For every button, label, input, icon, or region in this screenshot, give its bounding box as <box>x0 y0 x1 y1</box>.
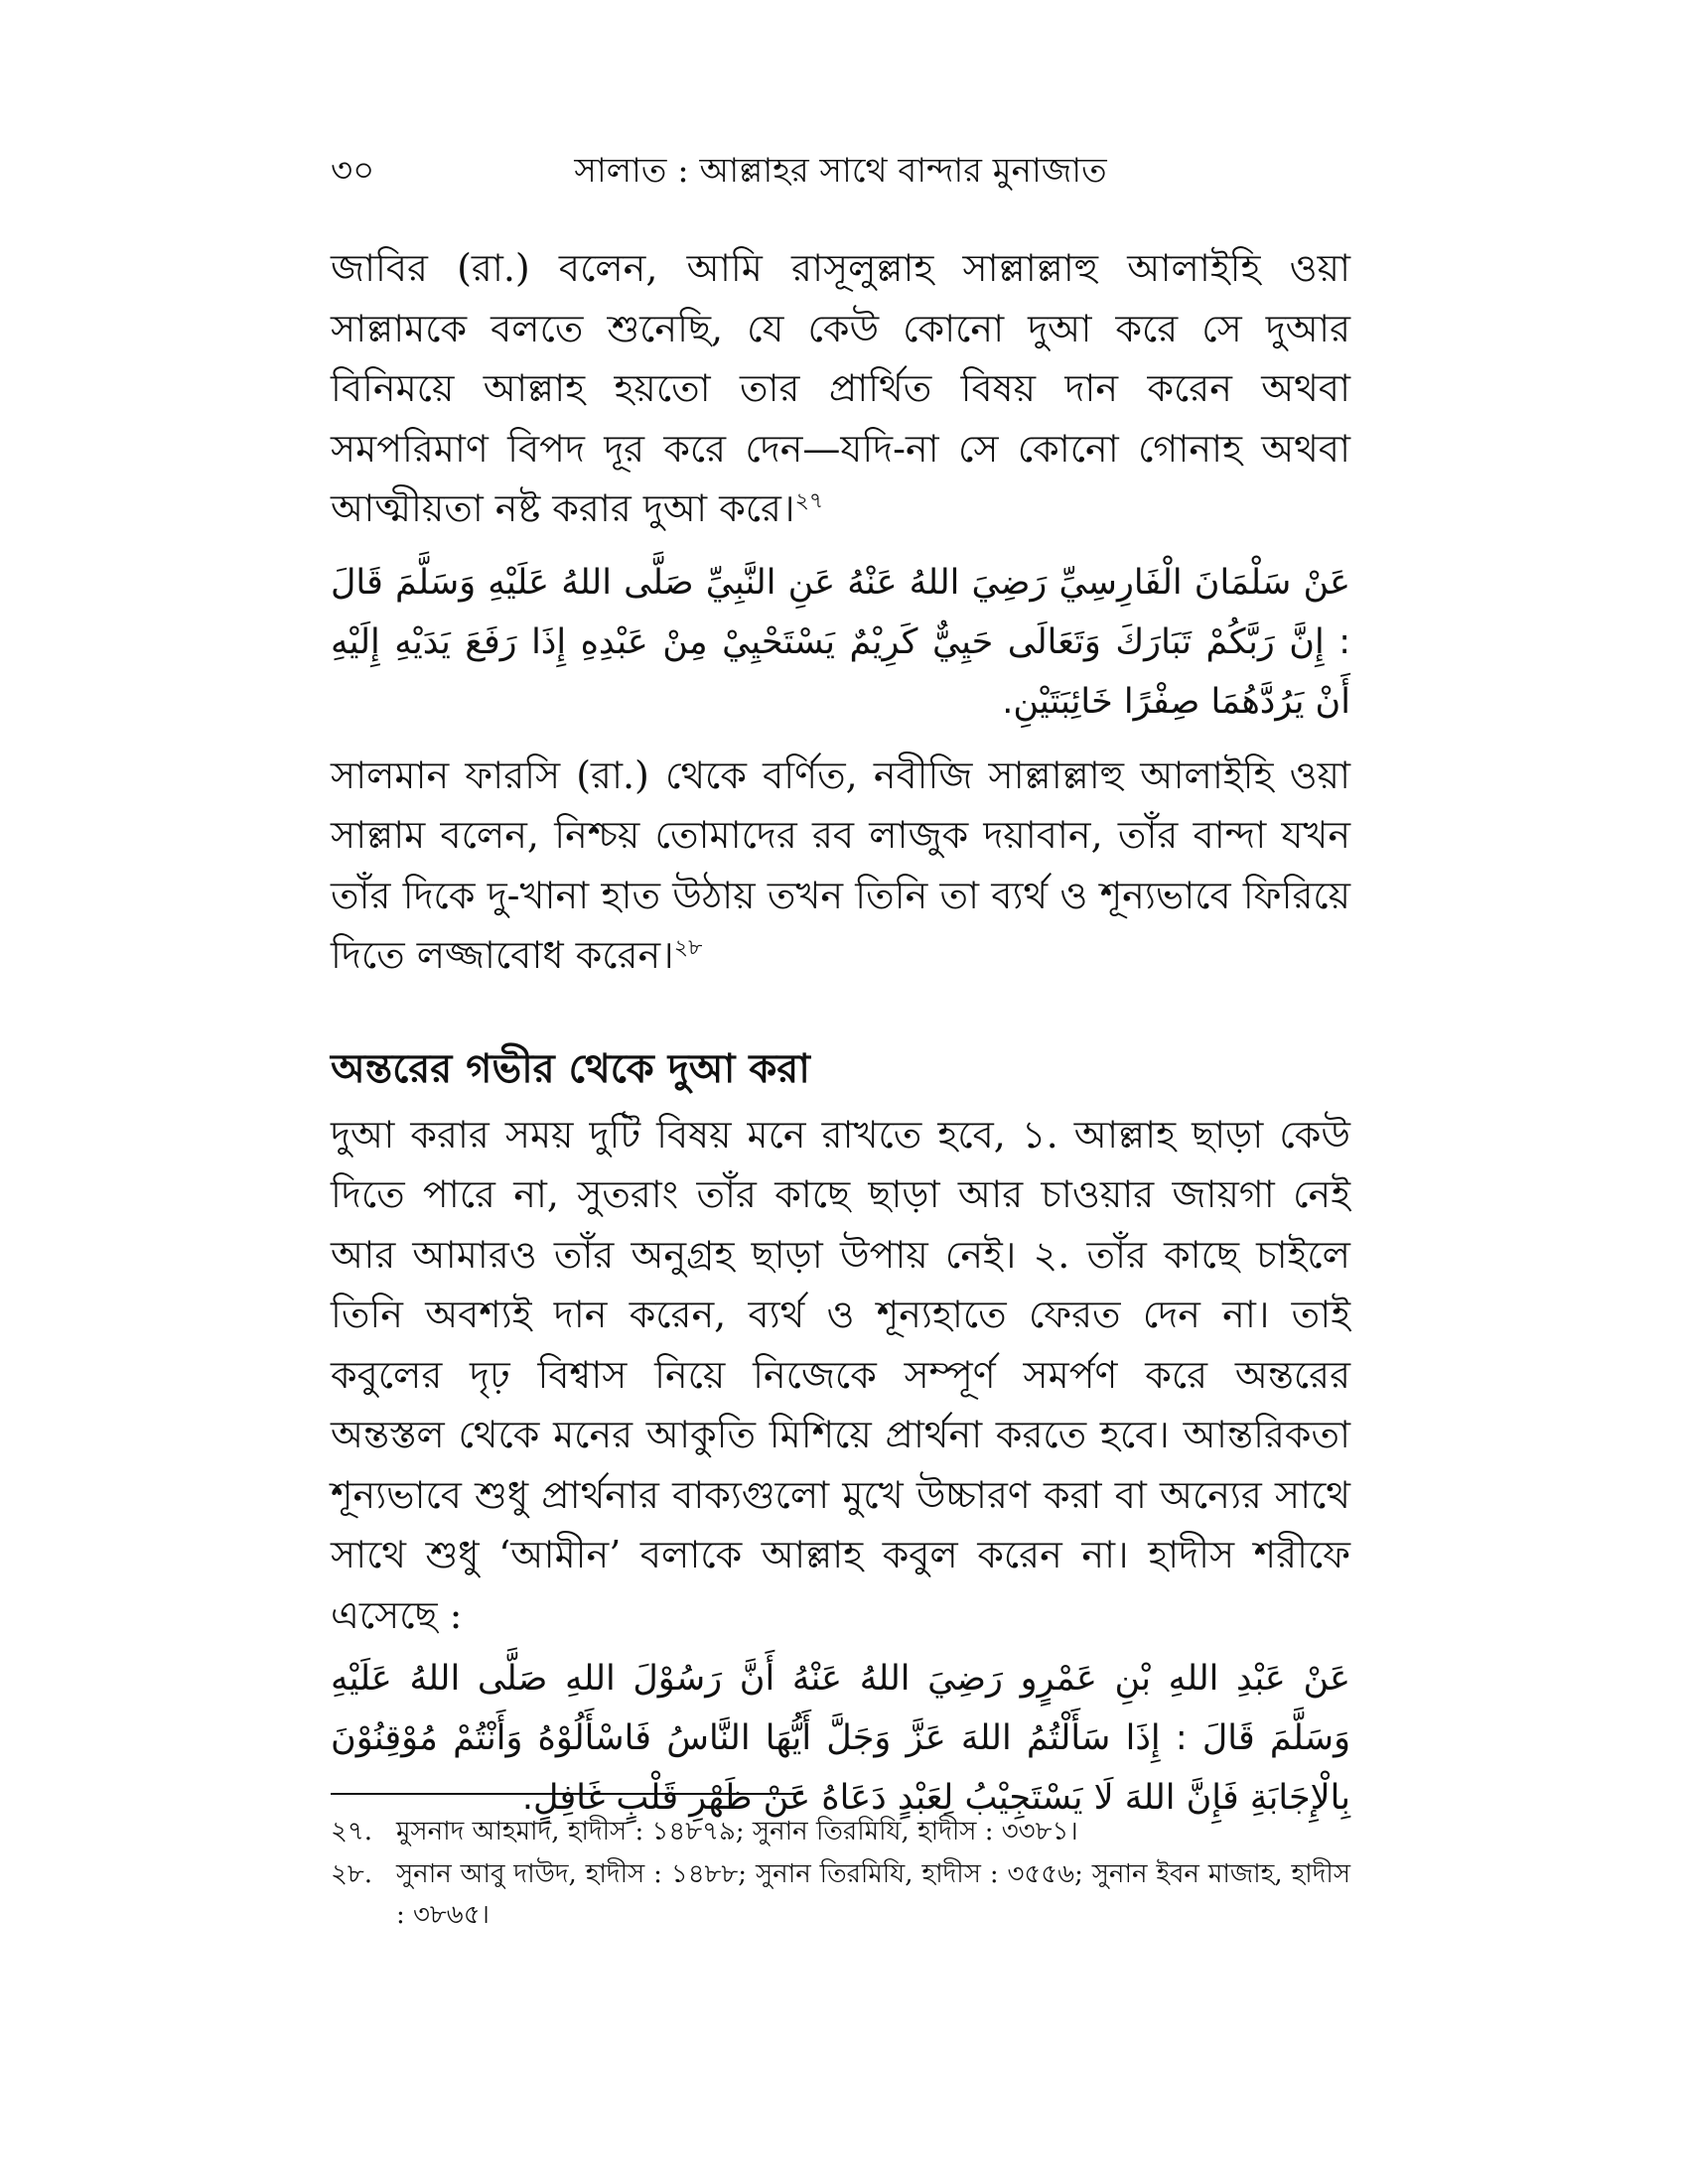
footnote-text: সুনান আবু দাউদ, হাদীস : ১৪৮৮; সুনান তিরমিযি, হাদীস : ৩৫৫৬; সুনান ইবন মাজাহ, হাদীস : ৩৮৬৫। <box>396 1859 1350 1930</box>
page-number: ৩০ <box>331 151 375 191</box>
paragraph-jabir-hadith-translation <box>331 238 1350 539</box>
running-title: সালাত : আল্লাহর সাথে বান্দার মুনাজাত <box>574 151 1107 191</box>
paragraph-sincere-dua: দুআ করার সময় দুটি বিষয় মনে রাখতে হবে, ১. আল্লাহ ছাড়া কেউ দিতে পারে না, সুতরাং তাঁর কাছে ছাড়া আর চাওয়ার জায়গা নেই আর আমারও তাঁর অনুগ্রহ ছাড়া উপায় নেই। ২. তাঁর কাছে চাইলে তিনি অবশ্যই দান করেন, ব্যর্থ ও শূন্যহাতে ফেরত দেন না। তাই কবুলের দৃঢ় বিশ্বাস নিয়ে নিজেকে সম্পূর্ণ সমর্পণ করে অন্তরের অন্তস্তল থেকে মনের আকুতি মিশিয়ে প্রার্থনা করতে হবে। আন্তরিকতা শূন্যভাবে শুধু প্রার্থনার বাক্যগুলো মুখে উচ্চারণ করা বা অন্যের সাথে সাথে শুধু ‘আমীন’ বলাকে আল্লাহ কবুল করেন না। হাদীস শরীফে এসেছে : <box>331 1112 1350 1637</box>
footnote-text: মুসনাদ আহমাদ, হাদীস : ১৪৮৭৯; সুনান তিরমিযি, হাদীস : ৩৩৮১। <box>396 1817 1078 1846</box>
page-body <box>331 238 1350 1828</box>
arabic-hadith-abdullah-ibn-amr: عَنْ عَبْدِ اللهِ بْنِ عَمْرٍو رَضِيَ اللهُ عَنْهُ أَنَّ رَسُوْلَ اللهِ صَلَّى اللهُ عَلَيْهِ وَسَلَّمَ قَالَ : إِذَا سَأَلْتُمُ اللهَ عَزَّ وَجَلَّ أَيُّهَا النَّاسُ فَاسْأَلُوْهُ وَأَنْتُمْ مُوْقِنُوْنَ بِالْإِجَابَةِ فَإِنَّ اللهَ لَا يَسْتَجِيْبُ لِعَبْدٍ دَعَاهُ عَنْ ظَهْرِ قَلْبٍ غَافِلٍ. <box>331 1659 1350 1818</box>
arabic-hadith-salman: عَنْ سَلْمَانَ الْفَارِسِيِّ رَضِيَ اللهُ عَنْهُ عَنِ النَّبِيِّ صَلَّى اللهُ عَلَيْهِ وَسَلَّمَ قَالَ : إِنَّ رَبَّكُمْ تَبَارَكَ وَتَعَالَى حَيِيٌّ كَرِيْمٌ يَسْتَحْيِيْ مِنْ عَبْدِهِ إِذَا رَفَعَ يَدَيْهِ إِلَيْهِ أَنْ يَرُدَّهُمَا صِفْرًا خَائِبَتَيْنِ. <box>331 562 1350 722</box>
footnote-ref-27: ২৭ <box>794 488 824 514</box>
footnote-ref-28: ২৮ <box>673 935 703 961</box>
section-heading: অন্তরের গভীর থেকে দুআ করা <box>331 1045 810 1092</box>
paragraph-salman-hadith-translation <box>331 746 1350 986</box>
paragraph-text: সালমান ফারসি (রা.) থেকে বর্ণিত, নবীজি সাল্লাল্লাহু আলাইহি ওয়া সাল্লাম বলেন, নিশ্চয় তোমাদের রব লাজুক দয়াবান, তাঁর বান্দা যখন তাঁর দিকে দু-খানা হাত উঠায় তখন তিনি তা ব্যর্থ ও শূন্যভাবে ফিরিয়ে দিতে লজ্জাবোধ করেন। <box>331 752 1350 977</box>
footnotes <box>331 1812 1350 1938</box>
footnote-27 <box>331 1812 1350 1852</box>
footnote-number: ২৭. <box>331 1817 373 1846</box>
footnote-divider <box>331 1793 803 1795</box>
paragraph-text: জাবির (রা.) বলেন, আমি রাসূলুল্লাহ সাল্লাল্লাহু আলাইহি ওয়া সাল্লামকে বলতে শুনেছি, যে কেউ কোনো দুআ করে সে দুআর বিনিময়ে আল্লাহ হয়তো তার প্রার্থিত বিষয় দান করেন অথবা সমপরিমাণ বিপদ দূর করে দেন—যদি-না সে কোনো গোনাহ অথবা আত্মীয়তা নষ্ট করার দুআ করে। <box>331 246 1350 530</box>
footnote-28 <box>331 1854 1350 1936</box>
footnote-number: ২৮. <box>331 1859 373 1889</box>
page-header <box>331 147 1350 195</box>
